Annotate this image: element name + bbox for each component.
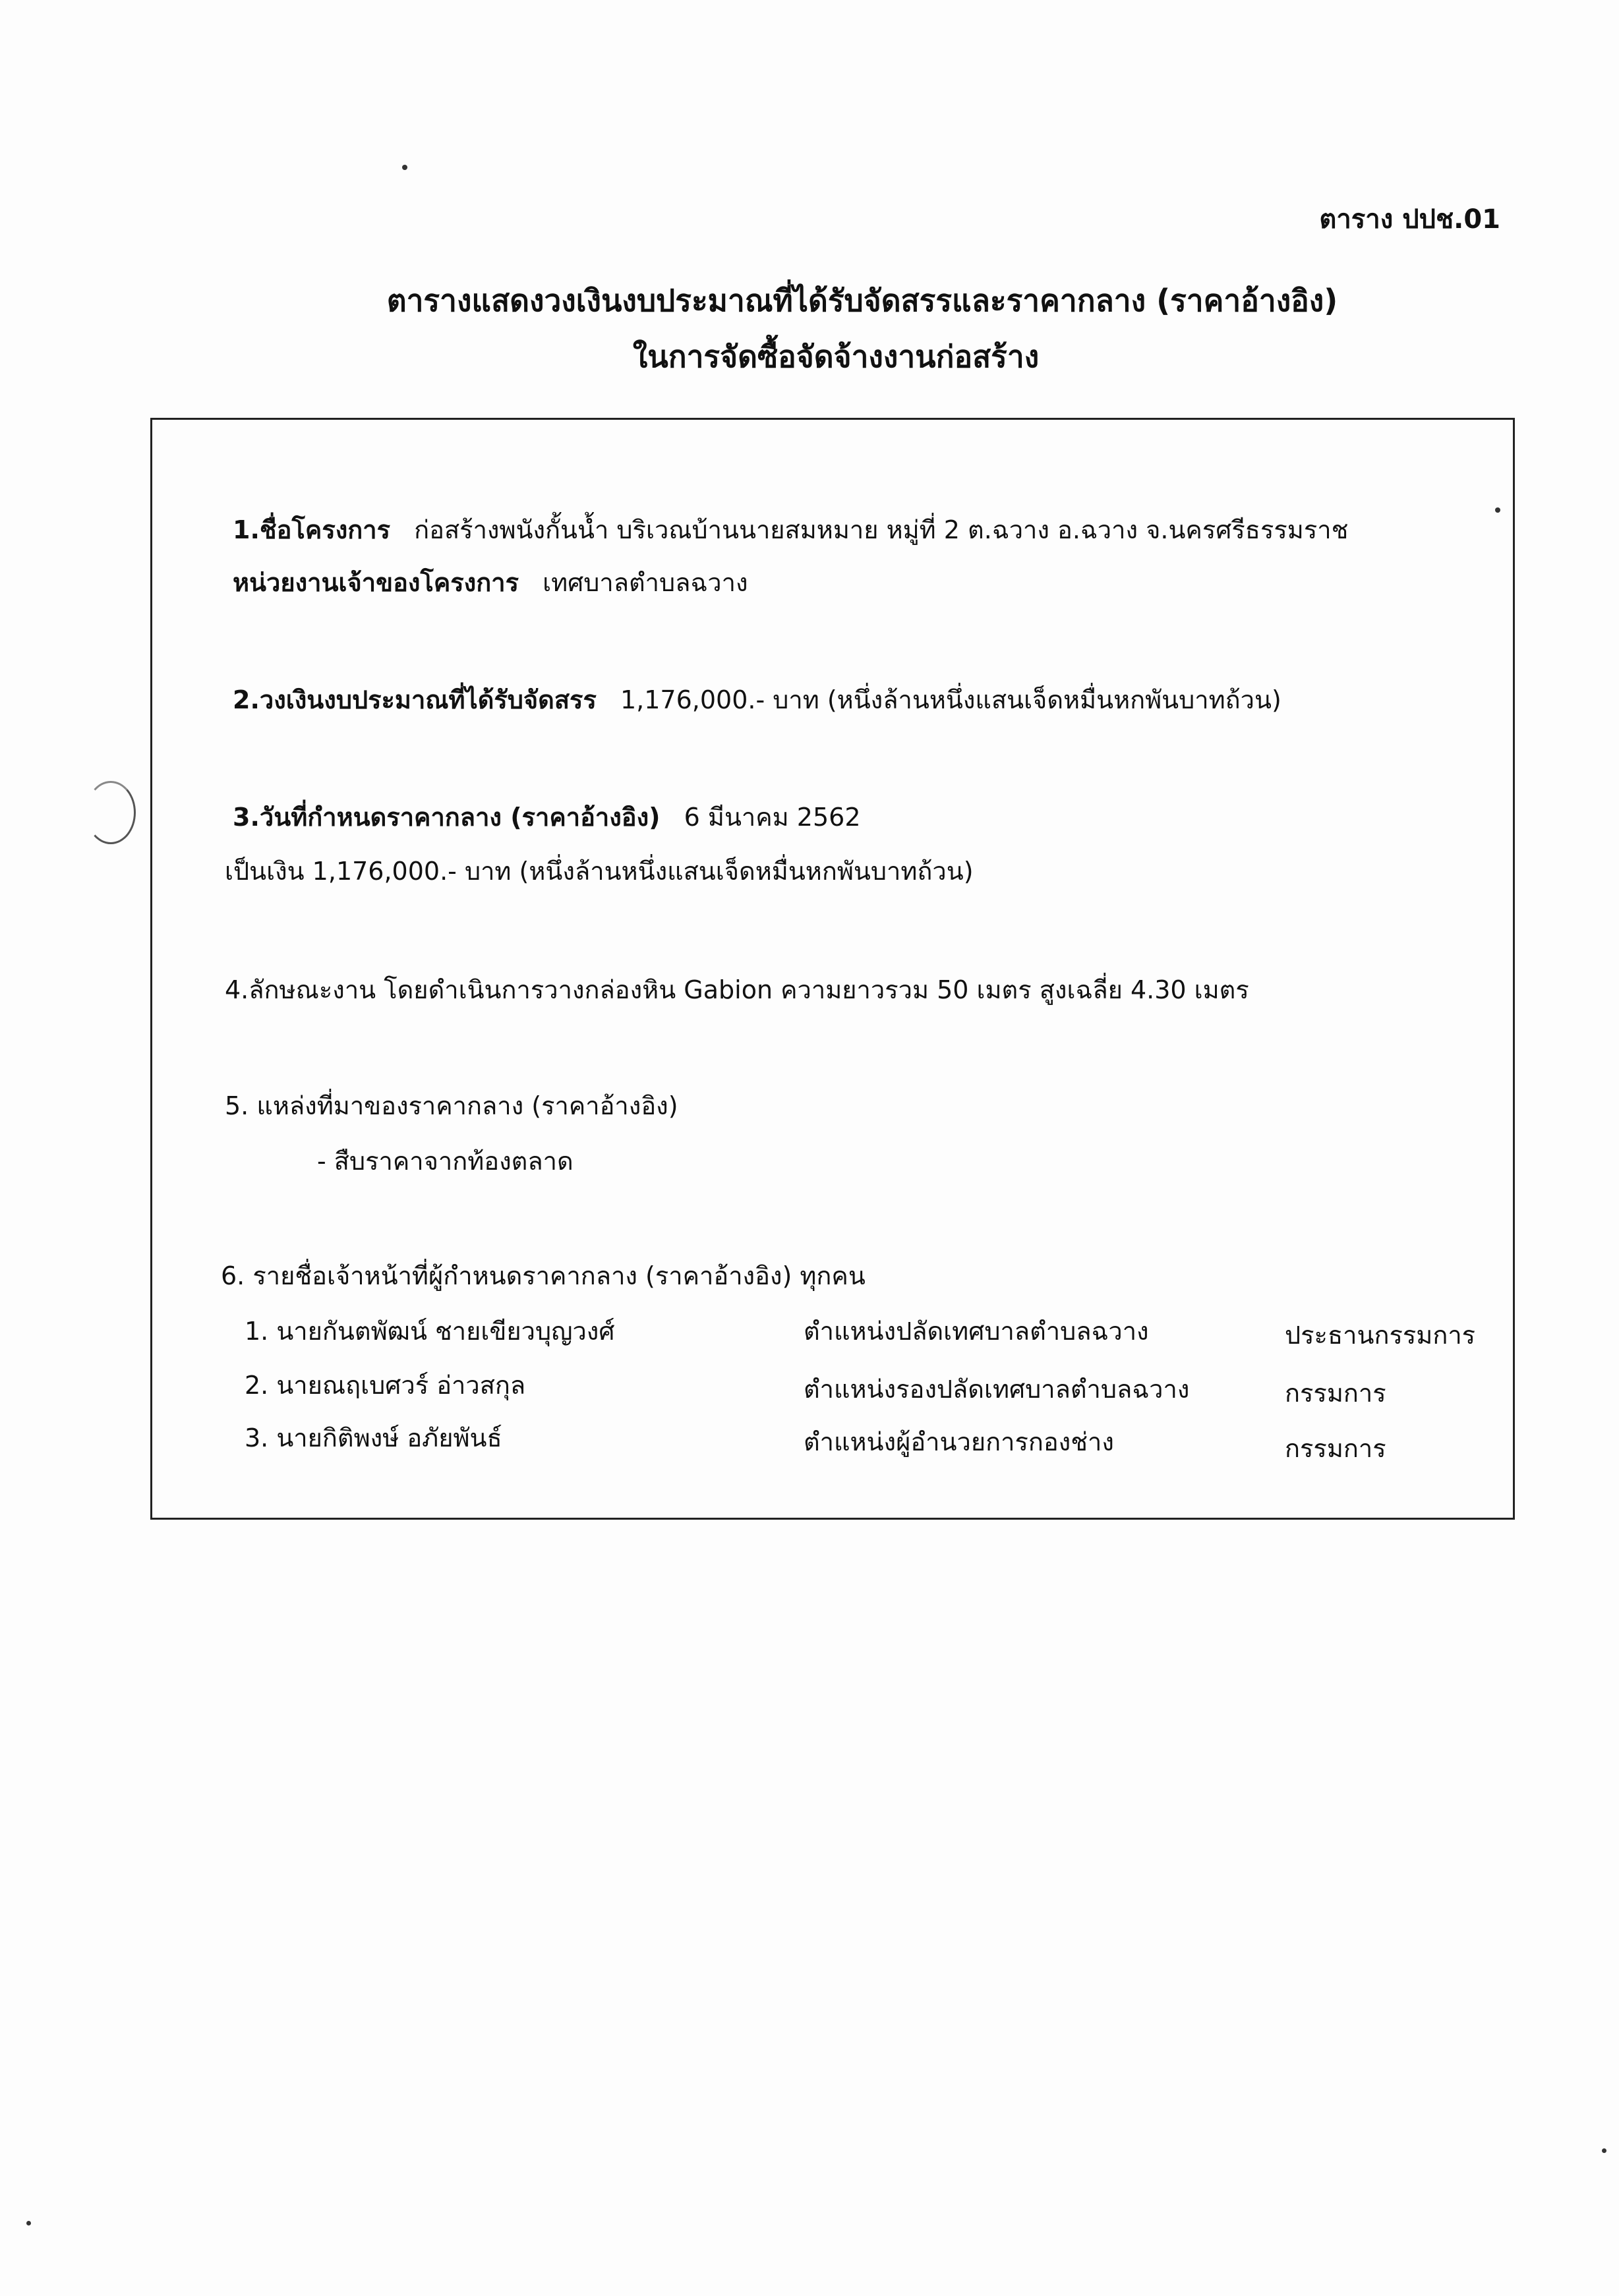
budget-label: 2.วงเงินงบประมาณที่ได้รับจัดสรร (233, 685, 597, 714)
work-description: 4.ลักษณะงาน โดยดำเนินการวางกล่องหิน Gabion ความยาวรวม 50 เมตร สูงเฉลี่ย 4.30 เมตร (225, 975, 1249, 1004)
scan-speck (402, 165, 407, 170)
summary-box (150, 418, 1515, 1520)
project-value: ก่อสร้างพนังกั้นน้ำ บริเวณบ้านนายสมหมาย หมู่ที่ 2 ต.ฉวาง อ.ฉวาง จ.นครศรีธรรมราช (414, 515, 1349, 544)
committee-role-2: กรรมการ (1285, 1379, 1386, 1408)
committee-name-1: 1. นายกันตพัฒน์ ชายเขียวบุญวงศ์ (245, 1317, 615, 1346)
source-label: 5. แหล่งที่มาของราคากลาง (ราคาอ้างอิง) (225, 1091, 678, 1120)
owner-label: หน่วยงานเจ้าของโครงการ (233, 568, 519, 597)
committee-name-3: 3. นายกิติพงษ์ อภัยพันธ์ (245, 1423, 502, 1452)
committee-role-1: ประธานกรรมการ (1285, 1321, 1476, 1350)
form-code: ตาราง ปปช.01 (1319, 204, 1500, 235)
scan-speck (1495, 507, 1500, 513)
source-value: - สืบราคาจากท้องตลาด (317, 1147, 574, 1176)
date-row (233, 797, 861, 837)
committee-position-3: ตำแหน่งผู้อำนวยการกองช่าง (804, 1427, 1114, 1456)
date-label: 3.วันที่กำหนดราคากลาง (ราคาอ้างอิง) (233, 803, 661, 832)
committee-position-2: ตำแหน่งรองปลัดเทศบาลตำบลฉวาง (804, 1375, 1190, 1404)
project-row (233, 509, 1348, 550)
budget-value: 1,176,000.- บาท (หนึ่งล้านหนึ่งแสนเจ็ดหมื่นหกพันบาทถ้วน) (620, 685, 1281, 714)
committee-label: 6. รายชื่อเจ้าหน้าที่ผู้กำหนดราคากลาง (ราคาอ้างอิง) ทุกคน (221, 1261, 866, 1290)
project-label: 1.ชื่อโครงการ (233, 515, 391, 544)
punch-hole-mark (86, 781, 136, 844)
amount-row: เป็นเงิน 1,176,000.- บาท (หนึ่งล้านหนึ่งแสนเจ็ดหมื่นหกพันบาทถ้วน) (225, 857, 974, 886)
date-value: 6 มีนาคม 2562 (684, 803, 861, 832)
scan-speck (26, 2221, 31, 2225)
document-subtitle: ในการจัดซื้อจัดจ้างงานก่อสร้าง (632, 339, 1040, 374)
budget-row (233, 679, 1281, 720)
scan-speck (1602, 2148, 1606, 2153)
committee-name-2: 2. นายณฤเบศวร์ อ่าวสกุล (245, 1371, 526, 1400)
owner-value: เทศบาลตำบลฉวาง (543, 568, 748, 597)
owner-row (233, 562, 748, 602)
document-title: ตารางแสดงวงเงินงบประมาณที่ได้รับจัดสรรและราคากลาง (ราคาอ้างอิง) (386, 283, 1338, 318)
committee-role-3: กรรมการ (1285, 1434, 1386, 1463)
committee-position-1: ตำแหน่งปลัดเทศบาลตำบลฉวาง (804, 1317, 1149, 1346)
